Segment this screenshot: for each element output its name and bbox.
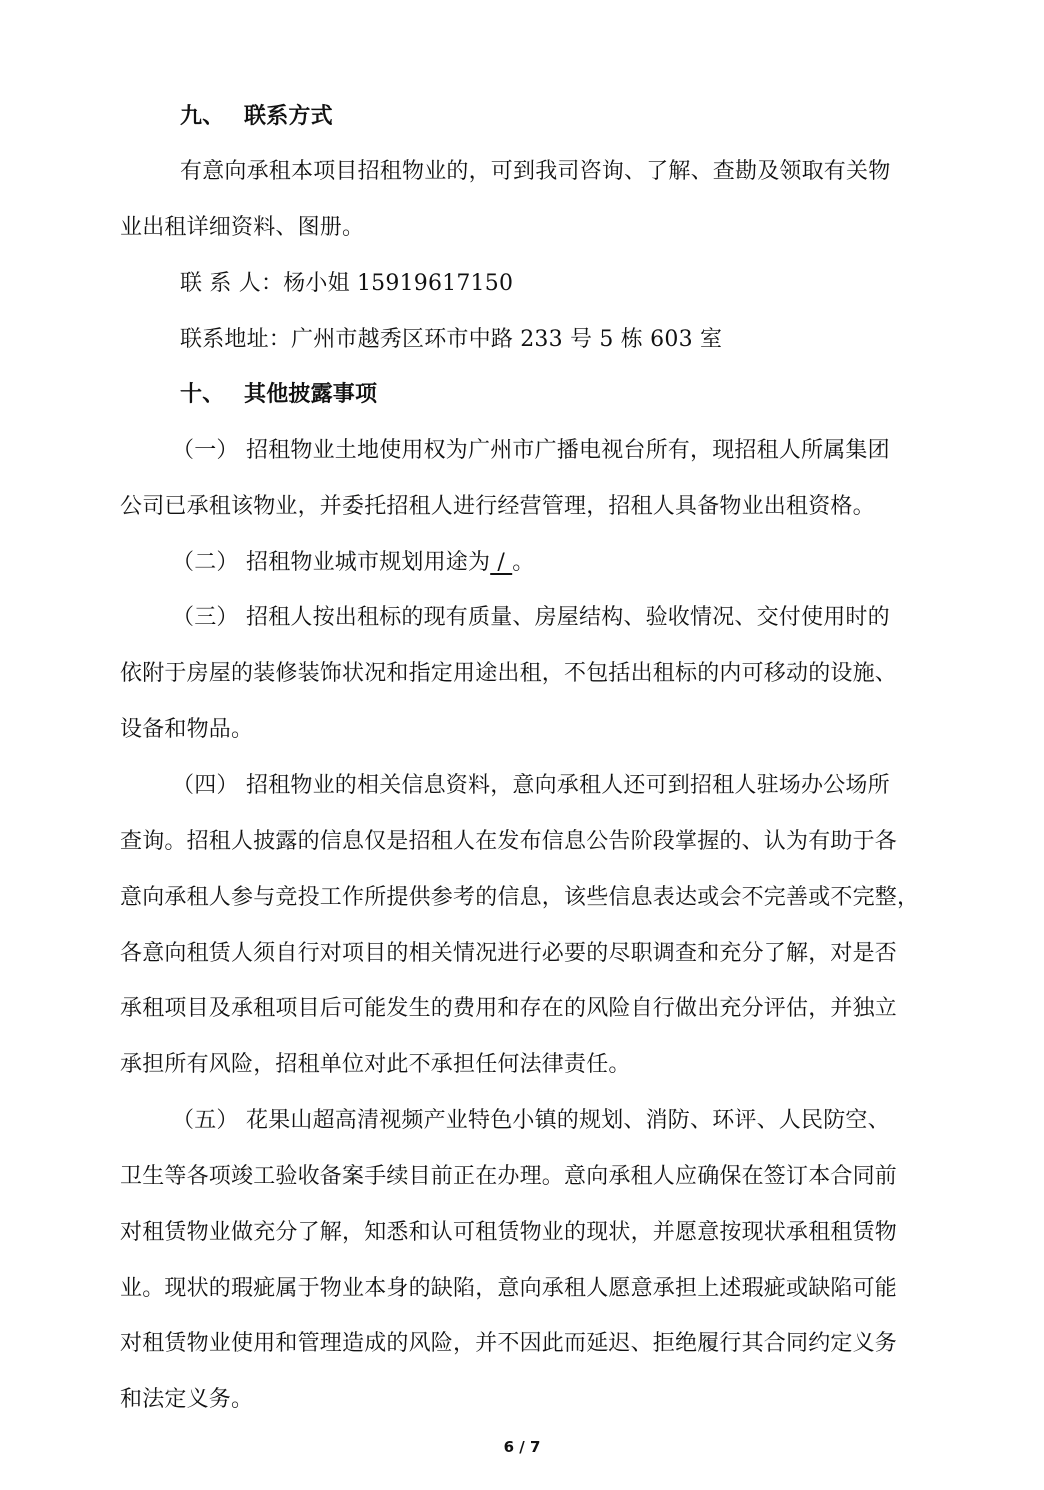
address-value: 广州市越秀区环市中路 233 号 5 栋 603 室 <box>291 327 723 352</box>
item-text: 招租物业城市规划用途为 <box>246 550 491 575</box>
contact-label: 联 系 人： <box>180 271 284 296</box>
paragraph-line: 设备和物品。 <box>120 717 254 742</box>
paragraph-line: 招租物业的相关信息资料，意向承租人还可到招租人驻场办公场所 <box>246 773 890 798</box>
item-text-end: 。 <box>512 550 535 575</box>
section-number: 十、 <box>180 382 225 407</box>
list-item-1 <box>172 436 890 466</box>
section-title: 其他披露事项 <box>244 382 378 407</box>
item-label: （三） <box>172 605 239 630</box>
paragraph-line: 对租赁物业使用和管理造成的风险，并不因此而延迟、拒绝履行其合同约定义务 <box>120 1331 898 1356</box>
paragraph-line: 承租项目及承租项目后可能发生的费用和存在的风险自行做出充分评估，并独立 <box>120 996 898 1021</box>
paragraph-line: 和法定义务。 <box>120 1387 254 1412</box>
paragraph-line: 招租物业土地使用权为广州市广播电视台所有，现招租人所属集团 <box>246 438 890 463</box>
paragraph-line: 有意向承租本项目招租物业的，可到我司咨询、了解、查勘及领取有关物 <box>180 159 891 184</box>
paragraph-line: 卫生等各项竣工验收备案手续目前正在办理。意向承租人应确保在签订本合同前 <box>120 1164 898 1189</box>
underlined-value: / <box>490 550 513 575</box>
item-label: （四） <box>172 773 239 798</box>
paragraph-line: 各意向租赁人须自行对项目的相关情况进行必要的尽职调查和充分了解，对是否 <box>120 941 898 966</box>
contact-value: 杨小姐 15919617150 <box>283 271 514 296</box>
list-item-5 <box>172 1106 890 1136</box>
address-line <box>180 325 722 355</box>
list-item-4 <box>172 771 890 801</box>
paragraph-line: 公司已承租该物业，并委托招租人进行经营管理，招租人具备物业出租资格。 <box>120 494 875 519</box>
list-item-2 <box>172 548 534 578</box>
section-number: 九、 <box>180 104 225 129</box>
paragraph-line: 对租赁物业做充分了解，知悉和认可租赁物业的现状，并愿意按现状承租租赁物 <box>120 1220 898 1245</box>
paragraph-line: 查询。招租人披露的信息仅是招租人在发布信息公告阶段掌握的、认为有助于各 <box>120 829 898 854</box>
paragraph-line: 招租人按出租标的现有质量、房屋结构、验收情况、交付使用时的 <box>246 605 890 630</box>
section-heading-9 <box>180 102 333 132</box>
list-item-3 <box>172 603 890 633</box>
paragraph-line: 业出租详细资料、图册。 <box>120 215 365 240</box>
paragraph-line: 依附于房屋的装修装饰状况和指定用途出租，不包括出租标的内可移动的设施、 <box>120 661 898 686</box>
paragraph-line: 意向承租人参与竞投工作所提供参考的信息，该些信息表达或会不完善或不完整， <box>120 885 920 910</box>
section-heading-10 <box>180 380 377 410</box>
page-number: 6 / 7 <box>503 1438 541 1456</box>
item-label: （一） <box>172 438 239 463</box>
section-title: 联系方式 <box>244 104 333 129</box>
paragraph-line: 花果山超高清视频产业特色小镇的规划、消防、环评、人民防空、 <box>246 1108 890 1133</box>
paragraph-line: 承担所有风险，招租单位对此不承担任何法律责任。 <box>120 1052 631 1077</box>
item-label: （五） <box>172 1108 239 1133</box>
item-label: （二） <box>172 550 239 575</box>
contact-line <box>180 269 513 299</box>
address-label: 联系地址： <box>180 327 292 352</box>
paragraph-line: 业。现状的瑕疵属于物业本身的缺陷，意向承租人愿意承担上述瑕疵或缺陷可能 <box>120 1276 898 1301</box>
